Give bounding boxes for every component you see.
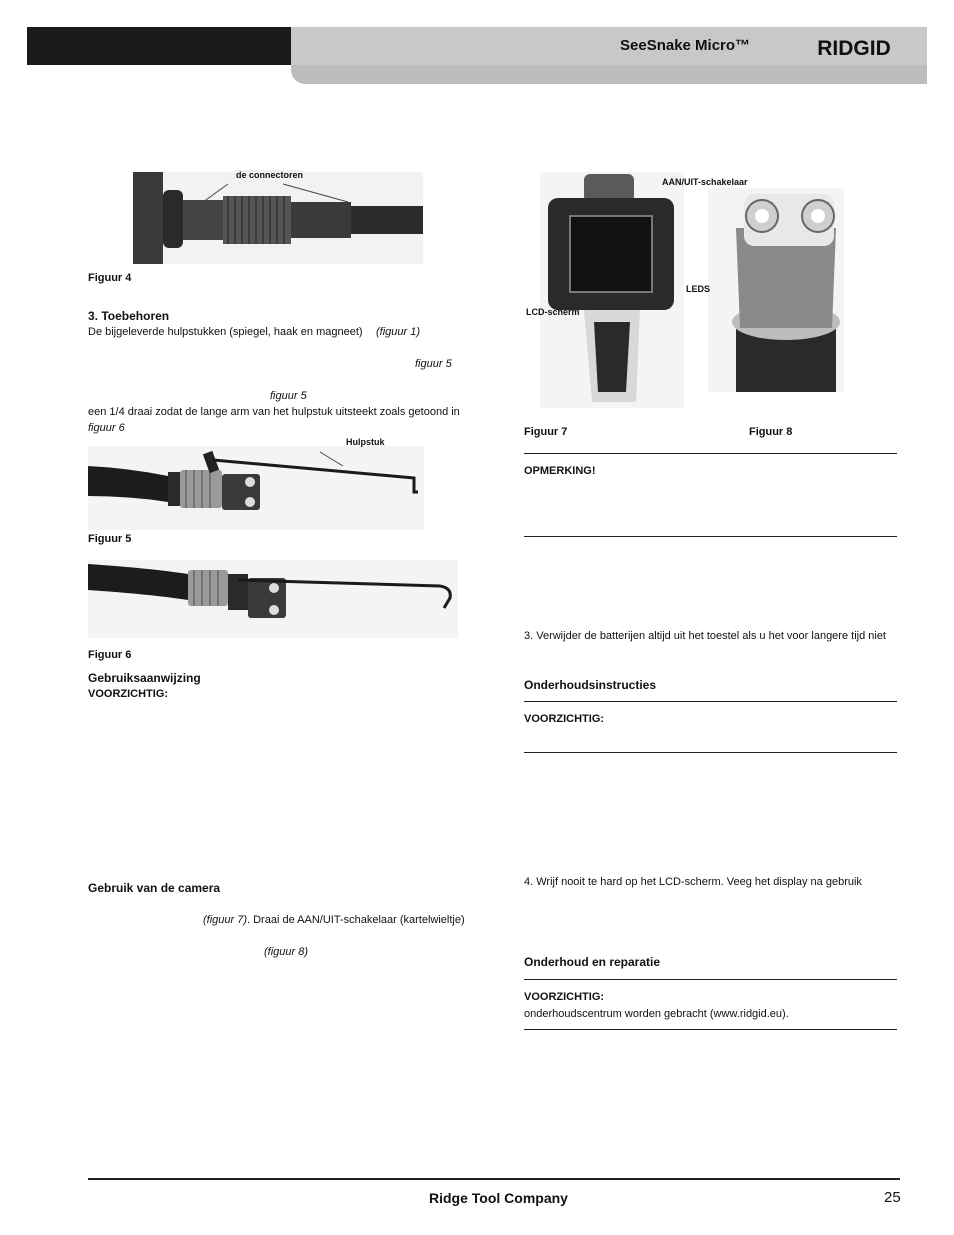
maint-rule-bottom xyxy=(524,752,897,753)
note-rule-bottom xyxy=(524,536,897,537)
figure-6-image xyxy=(88,560,458,638)
section-toebehoren-title: 3. Toebehoren xyxy=(88,309,170,323)
ridgid-logo xyxy=(806,34,902,62)
figure-8-reference: (figuur 8) xyxy=(264,946,309,958)
footer-rule xyxy=(88,1178,900,1180)
camera-paragraph: . Draai de AAN/UIT-schakelaar (kartelwieltje) xyxy=(247,914,465,926)
figure-4-caption: Figuur 4 xyxy=(88,272,132,284)
header-grey-tab xyxy=(291,65,927,84)
figure-5-caption: Figuur 5 xyxy=(88,533,132,545)
header-black-bar xyxy=(27,27,291,65)
figure-7-lcd-callout: LCD-scherm xyxy=(526,307,580,317)
product-title: SeeSnake Micro™ xyxy=(620,37,751,54)
figure-6-caption: Figuur 6 xyxy=(88,649,132,661)
page-number: 25 xyxy=(884,1189,901,1206)
figure-7-caption: Figuur 7 xyxy=(524,426,568,438)
maint-caution-label: VOORZICHTIG: xyxy=(524,713,605,725)
figure-7-reference: (figuur 7) xyxy=(203,914,248,926)
figure-8-leds-callout: LEDS xyxy=(686,284,711,294)
repair-paragraph: onderhoudscentrum worden gebracht (www.ridgid.eu). xyxy=(524,1008,789,1020)
figure-8-caption: Figuur 8 xyxy=(749,426,793,438)
section-onderhoudsinstructies-title: Onderhoudsinstructies xyxy=(524,678,657,692)
toebehoren-paragraph-2: een 1/4 draai zodat de lange arm van het hulpstuk uitsteekt zoals getoond in xyxy=(88,406,460,418)
battery-instruction: 3. Verwijder de batterijen altijd uit het toestel als u het voor langere tijd niet xyxy=(524,630,886,642)
lcd-instruction: 4. Wrijf nooit te hard op het LCD-scherm. Veeg het display na gebruik xyxy=(524,876,862,888)
figure-6-reference: figuur 6 xyxy=(88,422,125,434)
figure-5-reference-a: figuur 5 xyxy=(415,358,452,370)
repair-rule-bottom xyxy=(524,1029,897,1030)
figure-4-callout: de connectoren xyxy=(236,170,304,180)
toebehoren-paragraph-1: De bijgeleverde hulpstukken (spiegel, haak en magneet) xyxy=(88,326,363,338)
usage-caution-label: VOORZICHTIG: xyxy=(88,688,169,700)
figure-5-reference-b: figuur 5 xyxy=(270,390,307,402)
figure-7-switch-callout: AAN/UIT-schakelaar xyxy=(662,177,748,187)
maint-rule-top xyxy=(524,701,897,702)
figure-5-callout: Hulpstuk xyxy=(346,437,385,447)
figure-5-image xyxy=(88,446,424,530)
figure-8-image xyxy=(708,188,844,392)
section-camera-title: Gebruik van de camera xyxy=(88,881,221,895)
note-rule-top xyxy=(524,453,897,454)
repair-rule-top xyxy=(524,979,897,980)
section-gebruiksaanwijzing-title: Gebruiksaanwijzing xyxy=(88,671,201,685)
repair-caution-label: VOORZICHTIG: xyxy=(524,991,605,1003)
footer-company: Ridge Tool Company xyxy=(429,1190,568,1206)
ridgid-logo-text: RIDGID xyxy=(817,37,891,60)
section-onderhoud-reparatie-title: Onderhoud en reparatie xyxy=(524,955,661,969)
figure-4-image xyxy=(133,172,423,264)
note-label: OPMERKING! xyxy=(524,465,596,477)
figure-1-reference: (figuur 1) xyxy=(376,326,421,338)
figure-7-image xyxy=(540,172,684,408)
